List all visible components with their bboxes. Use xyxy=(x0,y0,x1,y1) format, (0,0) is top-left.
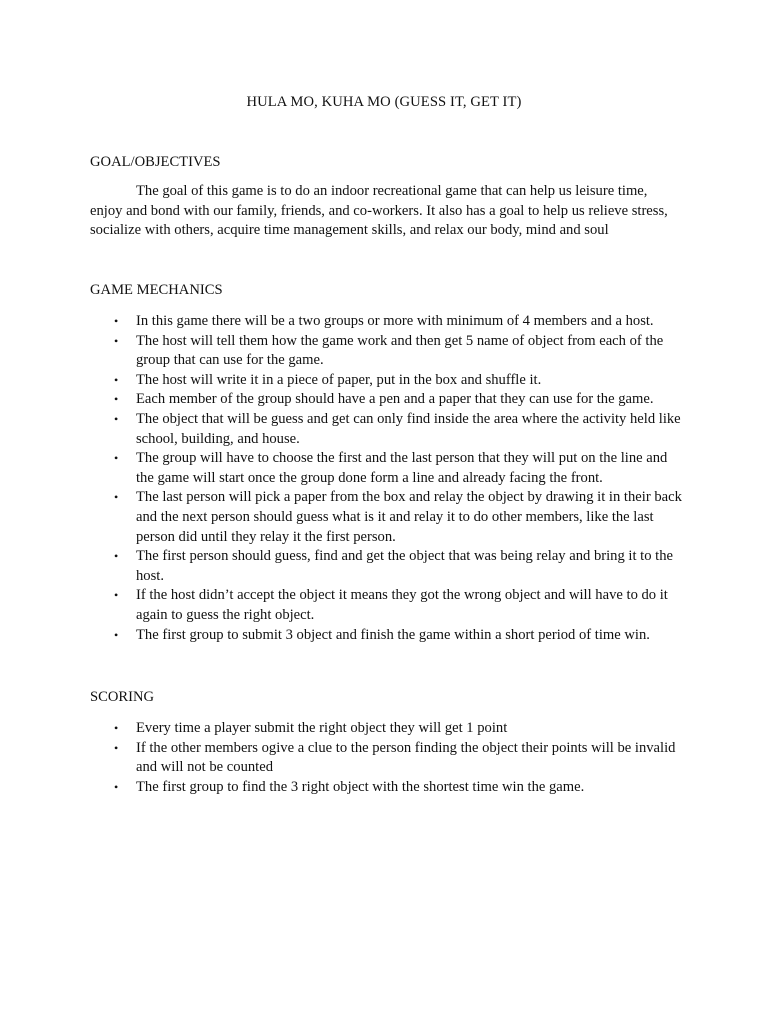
list-item xyxy=(90,312,685,332)
list-item-text: The first group to find the 3 right object with the shortest time win the game. xyxy=(136,778,585,795)
document-title: HULA MO, KUHA MO (GUESS IT, GET IT) xyxy=(246,94,522,110)
bullet-icon: • xyxy=(114,627,119,642)
bullet-icon: • xyxy=(114,392,119,407)
bullet-icon: • xyxy=(114,490,119,505)
list-item xyxy=(90,449,685,488)
list-item xyxy=(90,739,685,778)
goal-heading: GOAL/OBJECTIVES xyxy=(90,154,221,170)
list-item xyxy=(90,547,685,586)
list-item-text: The group will have to choose the first and the last person that they will put on the line and the game will start once the group done form a line and already facing the front. xyxy=(136,450,668,486)
list-item-text: The host will write it in a piece of paper, put in the box and shuffle it. xyxy=(136,371,542,388)
list-item xyxy=(90,778,685,798)
list-item xyxy=(90,719,685,739)
bullet-icon: • xyxy=(114,411,119,426)
bullet-icon: • xyxy=(114,549,119,564)
list-item xyxy=(90,626,685,646)
goal-paragraph: The goal of this game is to do an indoor recreational game that can help us leisure time, enjoy and bond with our family, friends, and co-workers. It also has a goal to help us relieve stress, socialize with others, acquire time management skills, and relax our body, mind and soul xyxy=(90,183,668,239)
list-item xyxy=(90,390,685,410)
bullet-icon: • xyxy=(114,779,119,794)
bullet-icon: • xyxy=(114,333,119,348)
bullet-icon: • xyxy=(114,721,119,735)
list-item-text: If the host didn’t accept the object it means they got the wrong object and will have to do it again to guess the right object. xyxy=(136,587,668,623)
scoring-heading: SCORING xyxy=(90,689,155,705)
list-item xyxy=(90,586,685,625)
list-item-text: If the other members ogive a clue to the person finding the object their points will be invalid and will not be counted xyxy=(136,739,676,776)
list-item-text: The first group to submit 3 object and finish the game within a short period of time win. xyxy=(136,626,650,643)
list-item-text: Every time a player submit the right object they will get 1 point xyxy=(136,720,508,736)
list-item xyxy=(90,371,685,391)
list-item xyxy=(90,332,685,371)
mechanics-list xyxy=(90,312,685,645)
list-item-text: The last person will pick a paper from the box and relay the object by drawing it in their back and the next person should guess what is it and relay it to do other members, like the last person did until they relay it the first person. xyxy=(136,489,682,545)
scoring-list xyxy=(90,719,685,797)
bullet-icon: • xyxy=(114,740,119,755)
list-item-text: The host will tell them how the game work and then get 5 name of object from each of the group that can use for the game. xyxy=(136,332,664,369)
list-item xyxy=(90,410,685,449)
bullet-icon: • xyxy=(114,314,119,328)
list-item xyxy=(90,488,685,547)
bullet-icon: • xyxy=(114,372,119,387)
list-item-text: The object that will be guess and get can only find inside the area where the activity held like school, building, and house. xyxy=(136,410,681,447)
bullet-icon: • xyxy=(114,588,119,603)
list-item-text: In this game there will be a two groups or more with minimum of 4 members and a host. xyxy=(136,313,654,329)
mechanics-heading: GAME MECHANICS xyxy=(90,282,223,298)
bullet-icon: • xyxy=(114,451,119,466)
list-item-text: The first person should guess, find and get the object that was being relay and bring it to the host. xyxy=(136,548,674,584)
list-item-text: Each member of the group should have a pen and a paper that they can use for the game. xyxy=(136,391,654,408)
